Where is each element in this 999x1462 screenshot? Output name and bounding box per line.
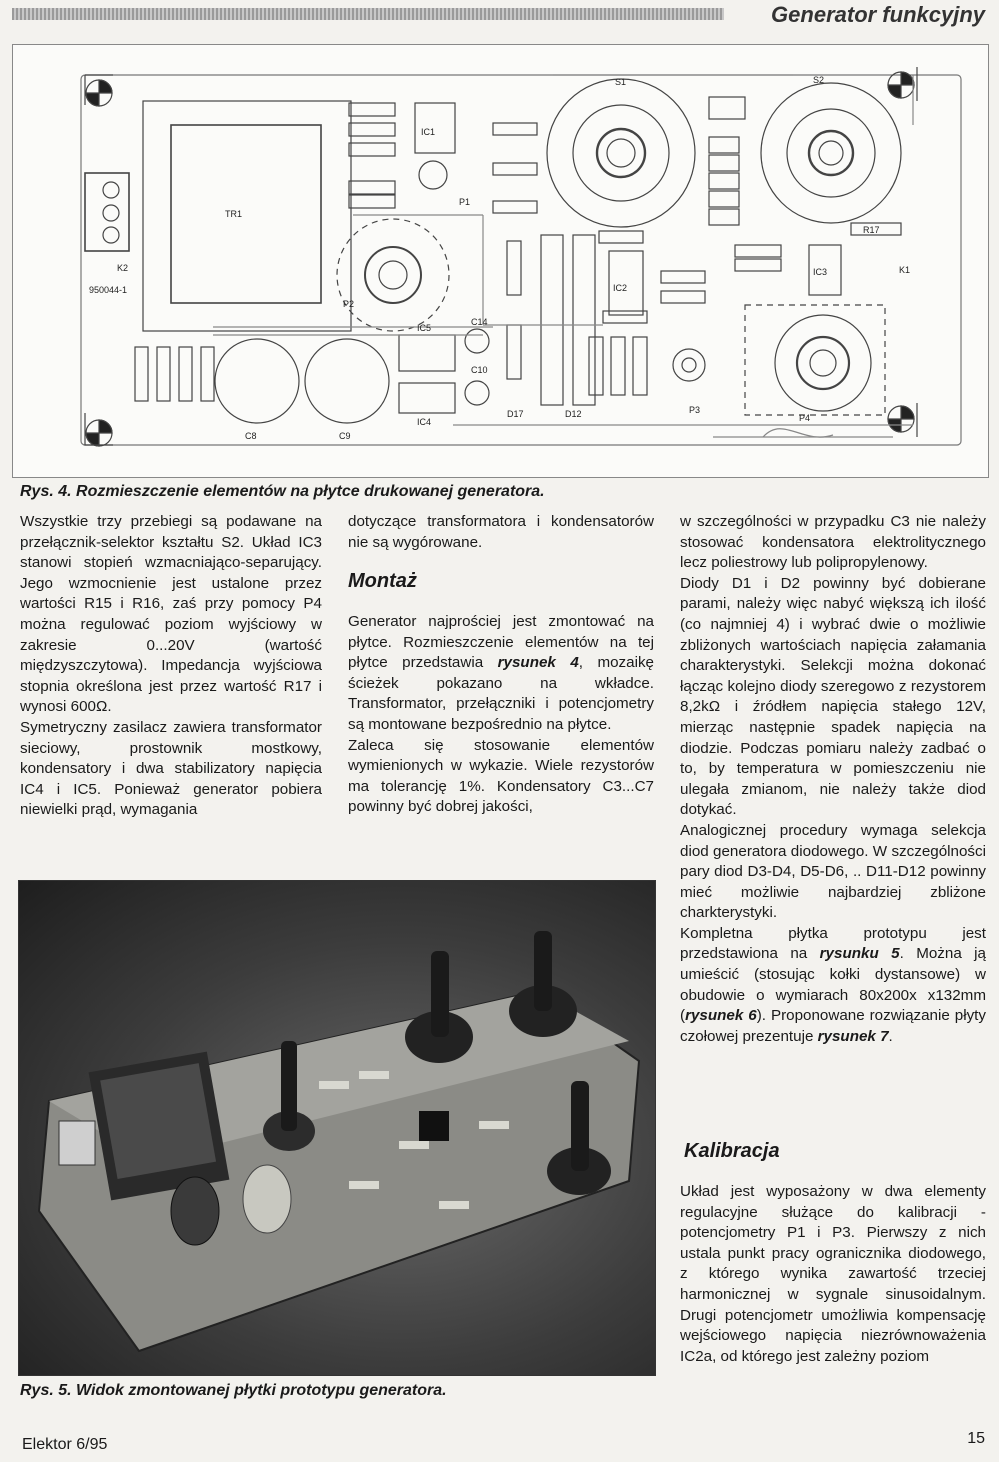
d12-label: D12 — [565, 409, 582, 419]
d17-label: D17 — [507, 409, 524, 419]
column-3 — [680, 512, 986, 1047]
pcb-layout-figure — [12, 44, 989, 478]
p4-label: P4 — [799, 413, 811, 423]
footer-issue: Elektor 6/95 — [22, 1436, 108, 1453]
k1-label: K1 — [899, 265, 911, 275]
ic2-label: IC2 — [613, 283, 628, 293]
running-title: Generator funkcyjny — [771, 2, 985, 27]
r17-label: R17 — [863, 225, 880, 235]
ref-figure-4: rysunek 4 — [497, 654, 579, 672]
k2-label: K2 — [117, 263, 129, 273]
col3-paragraph-3: Analogicznej procedury wymaga selekcja diod generatora diodowego. W szczególności pary diod D3-D4, D5-D6, .. D11-D12 powinny mieć możliwie najbardziej zbliżone charkterystyki. — [680, 821, 986, 922]
prototype-photo-drawing — [19, 881, 655, 1375]
p3-label: P3 — [689, 405, 701, 415]
page-number: 15 — [967, 1430, 985, 1447]
ic3-label: IC3 — [813, 267, 828, 277]
tr1-label: TR1 — [225, 209, 243, 219]
p1-label: P1 — [459, 197, 471, 207]
c9-label: C9 — [339, 431, 351, 441]
s2-label: S2 — [813, 75, 825, 85]
col3-paragraph-1: w szczególności w przypadku C3 nie należy stosować kondensatora elektrolitycznego lecz poliestrowy lub polipropylenowy. — [680, 513, 986, 572]
col2-paragraph-1: dotyczące transformatora i kondensatorów nie są wygórowane. — [348, 513, 654, 551]
col1-paragraph-1: Wszystkie trzy przebiegi są podawane na przełącznik-selektor kształtu S2. Układ IC3 stanowi stopień wzmacniająco-separujący. Jego wzmocnienie jest ustalone przez wartości R15 i R16, zaś przy pomocy P4 można regulować poziom wyjściowy w zakresie 0...20V (wartość międzyszczytowa). Impedancja wyjściowa stopnia określona jest przez wartość R17 i wynosi 600Ω. — [20, 513, 322, 716]
col3-paragraph-2: Diody D1 i D2 powinny być dobierane parami, należy więc nabyć większą ich ilość (co najmniej 4) i wybrać dwie o możliwie zbliżonych wartościach napięcia załamania charakterystyki. Selekcji można dokonać łącząc kolejno diody szeregowo z rezystorem 8,2kΩ i źródłem napięcia stałego 12V, mierząc następnie spadek napięcia na diodzie. Podczas pomiaru należy zadbać o to, by temperatura w pomieszczeniu nie ulegała zmianom, nie należy także diod dotykać. — [680, 574, 986, 819]
section-heading-kalibracja: Kalibracja — [684, 1140, 780, 1162]
col1-paragraph-2: Symetryczny zasilacz zawiera transformator sieciowy, prostownik mostkowy, kondensatory i dwa stabilizatory napięcia IC4 i IC5. Ponieważ generator pobiera niewielki prąd, wymagania — [20, 718, 322, 819]
ref-figure-6: rysunek 6 — [685, 1007, 757, 1025]
c8-label: C8 — [245, 431, 257, 441]
figure4-caption: Rys. 4. Rozmieszczenie elementów na płytce drukowanej generatora. — [20, 483, 545, 500]
column-3-body — [680, 1182, 986, 1367]
ic1-label: IC1 — [421, 127, 436, 137]
ic5-label: IC5 — [417, 323, 432, 333]
ref-figure-7: rysunek 7 — [817, 1027, 889, 1045]
p2-label: P2 — [343, 299, 355, 309]
col3-paragraph-5: Układ jest wyposażony w dwa elementy regulacyjne służące do kalibracji - potencjometry P1 i P3. Pierwszy z nich ustala punkt pracy ogranicznika diodowego, z którego wynika zawartość trzeciej harmonicznej w sygnale sinusoidalnym. Drugi potencjometr umożliwia kompensację wejściowego napięcia niezrównoważenia IC2a, od którego jest zależny poziom — [680, 1183, 986, 1365]
section-heading-montaz: Montaż — [348, 570, 417, 592]
s1-label: S1 — [615, 77, 627, 87]
column-1 — [20, 512, 322, 821]
registration-mark-br — [888, 403, 917, 437]
col2-paragraph-2: Generator najprościej jest zmontować na płytce. Rozmieszczenie elementów na tej płytce przedstawia rysunek 4, mozaikę ścieżek pokazano na wkładce. Transformator, przełączniki i potencjometry są montowane bezpośrednio na płytce. — [348, 613, 655, 733]
registration-mark-bl — [85, 413, 113, 446]
prototype-photo — [18, 880, 656, 1376]
column-2-body — [348, 612, 654, 818]
col3-paragraph-4: Kompletna płytka prototypu jest przedstawiona na rysunku 5. Można ją umieścić (stosując kołki dystansowe) w obudowie o wymiarach 80x200x x132mm (rysunek 6). Proponowane rozwiązanie płyty czołowej prezentuje rysunek 7. — [680, 924, 987, 1045]
registration-mark-tl — [85, 75, 113, 106]
header-rule — [12, 8, 724, 20]
ref-figure-5: rysunku 5 — [819, 945, 900, 963]
board-code-label: 950044-1 — [89, 285, 128, 295]
figure5-caption: Rys. 5. Widok zmontowanej płytki prototypu generatora. — [20, 1382, 447, 1399]
c10-label: C10 — [471, 365, 488, 375]
pcb-drawing — [13, 45, 988, 477]
c14-label: C14 — [471, 317, 488, 327]
column-2 — [348, 512, 654, 553]
col2-paragraph-3: Zaleca się stosowanie elementów wymienionych w wykazie. Wiele rezystorów ma tolerancję 1%. Kondensatory C3...C7 powinny być dobrej jakości, — [348, 736, 654, 816]
ic4-label: IC4 — [417, 417, 432, 427]
